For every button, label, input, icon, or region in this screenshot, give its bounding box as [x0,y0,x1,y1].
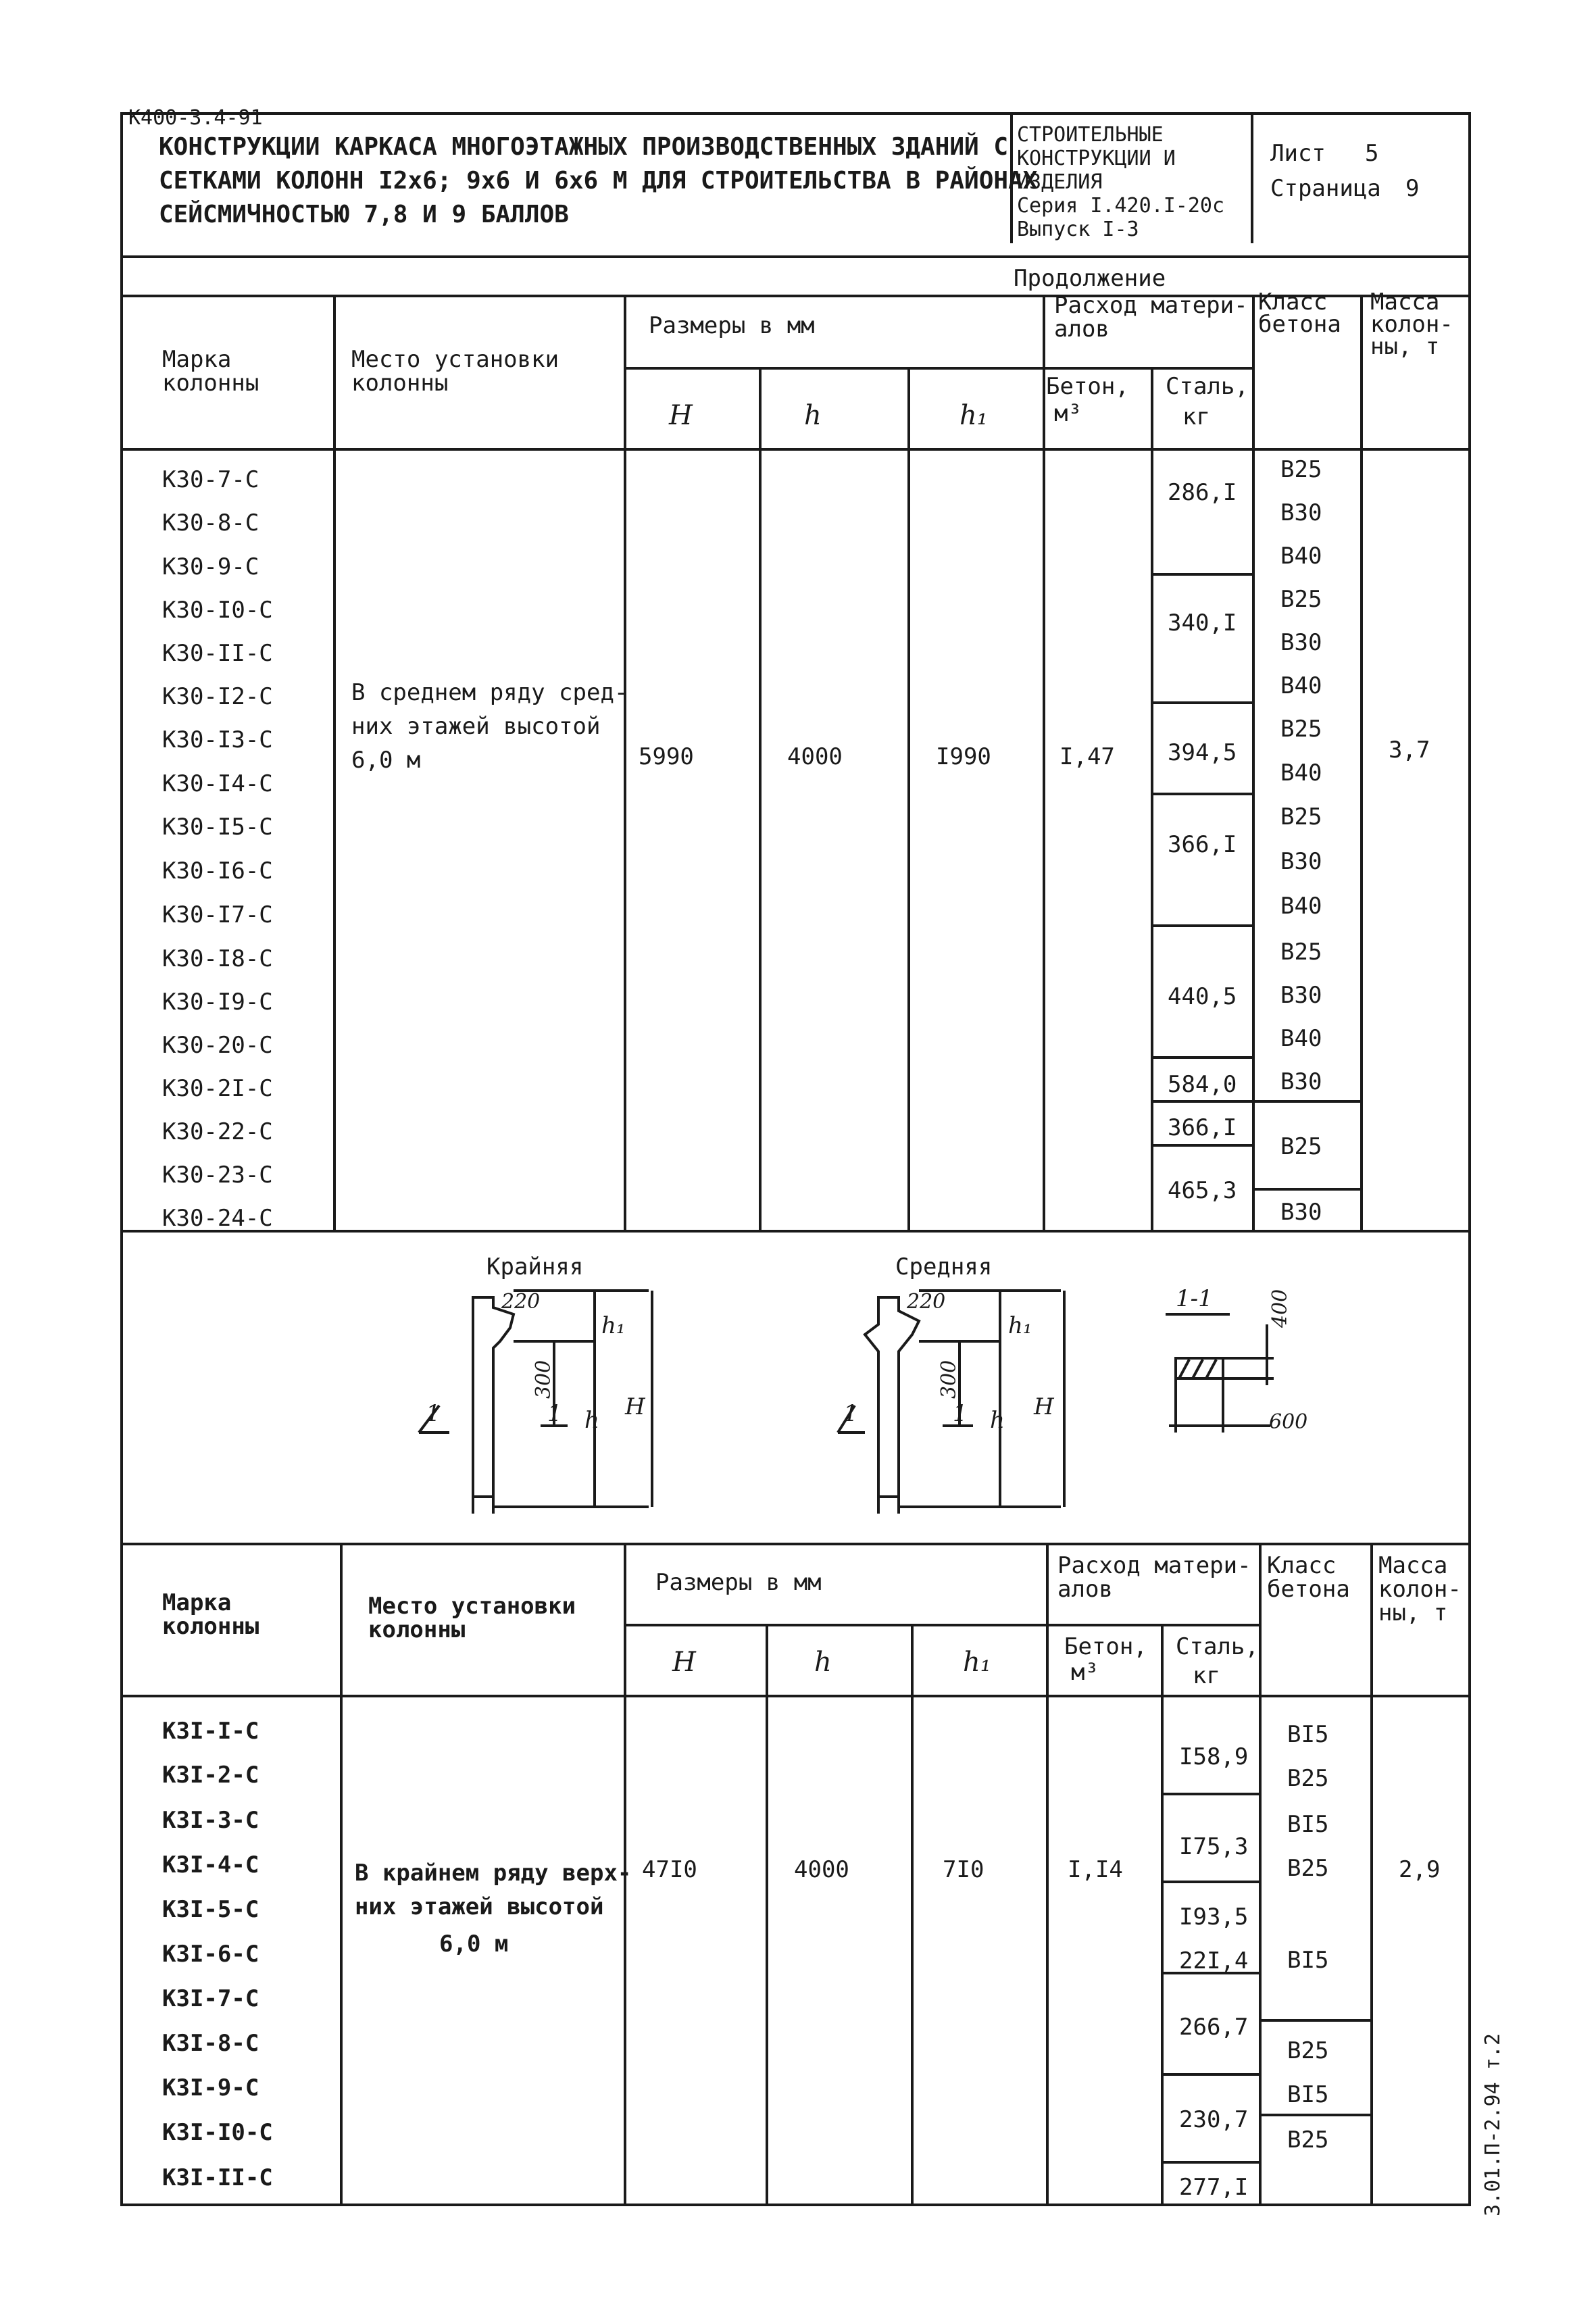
header-class-1: Класс [1258,289,1328,316]
table-row-mark: К3I-2-С [162,1762,259,1789]
steel-value: I75,3 [1179,1833,1249,1860]
table-row-mark: К30-23-С [162,1162,273,1189]
class-value: В25 [1280,1133,1322,1160]
section-dim-600: 600 [1269,1410,1308,1434]
edge-label-h1: h₁ [601,1312,626,1339]
table2-h1: 7I0 [943,1856,984,1883]
table-row-mark: К30-24-С [162,1205,273,1232]
class-value: В30 [1280,629,1322,656]
steel-value: 366,I [1168,831,1237,858]
class-value: В40 [1280,1025,1322,1052]
edge-column-title: Крайняя [487,1253,584,1280]
series-line-4: Серия I.420.I-20с [1017,194,1225,218]
header-materials-1: Расход матери- [1054,292,1248,319]
class-value: ВI5 [1287,1721,1329,1748]
table-row-mark: К3I-7-С [162,1985,259,2012]
class-value: В25 [1280,803,1322,830]
steel-value: 230,7 [1179,2106,1249,2133]
class-value: В30 [1280,1199,1322,1226]
header-mark-2: колонны [162,1613,259,1640]
steel-value: 366,I [1168,1114,1237,1141]
middle-label-h1: h₁ [1008,1312,1032,1339]
middle-dim-220: 220 [907,1290,946,1314]
steel-value: 584,0 [1168,1071,1237,1098]
class-value: В25 [1287,2126,1329,2154]
header-mark-1: Марка [162,346,232,373]
table1-concrete: I,47 [1059,743,1115,770]
table-row-mark: К3I-9-С [162,2074,259,2101]
class-value: В25 [1287,1855,1329,1882]
table2-place-3: 6,0 м [439,1931,509,1958]
header-mass-2: колон- [1370,311,1453,338]
continuation-label: Продолжение [1014,265,1166,292]
class-value: В30 [1280,499,1322,526]
table-row-mark: К30-I0-С [162,597,273,624]
header-steel-2: кг [1182,403,1210,430]
header-H: Н [672,1647,696,1678]
page-value: 9 [1405,175,1420,202]
header-materials-2: алов [1057,1576,1113,1603]
series-line-2: КОНСТРУКЦИИ И [1017,147,1176,170]
table2-place-1: В крайнем ряду верх- [355,1860,632,1887]
class-value: В30 [1280,848,1322,875]
table1-place-1: В среднем ряду сред- [351,679,628,706]
header-class-1: Класс [1267,1552,1337,1579]
steel-value: 440,5 [1168,983,1237,1010]
steel-value: 465,3 [1168,1177,1237,1204]
page-frame [122,114,1470,2205]
table-row-mark: К30-9-С [162,553,259,580]
section-dim-400: 400 [1268,1289,1292,1328]
table2-h: 4000 [794,1856,849,1883]
class-value: В25 [1287,1765,1329,1792]
side-stamp: 3.01.П-2.94 т.2 [1481,2033,1505,2216]
table-row-mark: К3I-8-С [162,2030,259,2057]
table-row-mark: К30-I9-С [162,989,273,1016]
table-row-mark: К30-22-С [162,1118,273,1145]
table2-place-2: них этажей высотой [355,1893,604,1920]
table-row-mark: К30-II-С [162,640,273,667]
table-row-mark: К30-I2-С [162,683,273,710]
header-concrete-2: м³ [1071,1659,1099,1686]
middle-dim-300: 300 [937,1360,961,1399]
header-concrete-1: Бетон, [1046,373,1129,400]
header-materials-1: Расход матери- [1057,1552,1251,1579]
table1-H: 5990 [639,743,694,770]
header-h1: h₁ [959,400,988,431]
series-line-1: СТРОИТЕЛЬНЫЕ [1017,123,1164,147]
table1-place-2: них этажей высотой [351,713,601,740]
sheet-label: Лист [1270,140,1326,167]
series-line-5: Выпуск I-3 [1017,218,1139,241]
table-row-mark: К30-2I-С [162,1075,273,1102]
header-place-2: колонны [351,370,449,397]
edge-dim-220: 220 [501,1290,541,1314]
steel-value: 266,7 [1179,2014,1249,2041]
class-value: ВI5 [1287,1947,1329,1974]
section-title: 1-1 [1176,1285,1213,1312]
class-value: В30 [1280,1068,1322,1095]
edge-cut-label: 1 [426,1400,441,1427]
header-steel-1: Сталь, [1176,1633,1259,1660]
middle-cut-label-2: 1 [953,1400,968,1427]
class-value: В40 [1280,893,1322,920]
header-mark-2: колонны [162,370,259,397]
title-line-3: СЕЙСМИЧНОСТЬЮ 7,8 И 9 БАЛЛОВ [159,201,569,228]
table1-h: 4000 [787,743,843,770]
header-h1: h₁ [963,1647,991,1678]
sheet-value: 5 [1365,140,1379,167]
table1-h1: I990 [936,743,991,770]
header-H: Н [669,400,693,431]
header-class-2: бетона [1267,1576,1350,1603]
edge-label-H: Н [625,1393,645,1420]
table-row-mark: К30-I5-С [162,814,273,841]
table2-mass: 2,9 [1399,1856,1441,1883]
header-h: h [814,1647,832,1678]
header-mass-1: Масса [1378,1552,1448,1579]
table2-H: 47I0 [642,1856,697,1883]
page-label: Страница [1270,175,1381,202]
table-row-mark: К30-8-С [162,509,259,537]
table1-mass: 3,7 [1389,737,1430,764]
table-row-mark: К30-7-С [162,466,259,493]
class-value: В40 [1280,760,1322,787]
middle-label-h: h [990,1407,1005,1434]
header-h: h [804,400,822,431]
steel-value: 340,I [1168,609,1237,637]
header-mass-3: ны, т [1378,1599,1448,1626]
table1-place-3: 6,0 м [351,747,421,774]
header-mass-1: Масса [1370,289,1440,316]
header-place-2: колонны [368,1616,466,1643]
header-steel-1: Сталь, [1166,373,1249,400]
document-code: К400-3.4-91 [128,106,263,130]
title-line-2: СЕТКАМИ КОЛОНН I2x6; 9x6 И 6x6 М ДЛЯ СТРОИТЕЛЬСТВА В РАЙОНАХ [159,167,1038,195]
class-value: ВI5 [1287,1811,1329,1838]
steel-value: 277,I [1179,2174,1249,2201]
header-place-1: Место установки [351,346,559,373]
header-sizes: Размеры в мм [655,1569,822,1596]
edge-label-h: h [584,1407,599,1434]
class-value: В30 [1280,982,1322,1009]
table-row-mark: К30-I6-С [162,857,273,885]
steel-value: I58,9 [1179,1743,1249,1770]
header-mass-2: колон- [1378,1576,1462,1603]
class-value: В25 [1287,2037,1329,2064]
table-row-mark: К30-I7-С [162,901,273,928]
edge-dim-300: 300 [532,1360,555,1399]
table2-concrete: I,I4 [1068,1856,1123,1883]
class-value: В25 [1280,939,1322,966]
class-value: В25 [1280,456,1322,483]
header-materials-2: алов [1054,316,1109,343]
table-row-mark: К3I-6-С [162,1941,259,1968]
table-row-mark: К30-I8-С [162,945,273,972]
middle-label-H: Н [1034,1393,1054,1420]
table-row-mark: К3I-I-С [162,1718,259,1745]
header-place-1: Место установки [368,1593,576,1620]
class-value: В40 [1280,672,1322,699]
section-drawing [1166,1314,1274,1433]
edge-cut-label-2: 1 [547,1400,562,1427]
steel-value: 286,I [1168,479,1237,506]
header-concrete-2: м³ [1054,400,1082,427]
header-sizes: Размеры в мм [649,312,815,339]
series-line-3: ИЗДЕЛИЯ [1017,170,1103,194]
table-row-mark: К30-I4-С [162,770,273,797]
middle-cut-label: 1 [843,1400,858,1427]
header-mass-3: ны, т [1370,333,1440,360]
header-concrete-1: Бетон, [1064,1633,1147,1660]
header-steel-2: кг [1193,1662,1220,1689]
table-row-mark: К3I-I0-С [162,2119,273,2146]
header-mark-1: Марка [162,1589,232,1616]
class-value: В40 [1280,543,1322,570]
table-row-mark: К30-I3-С [162,726,273,753]
table-row-mark: К3I-4-С [162,1851,259,1878]
steel-value: 22I,4 [1179,1947,1249,1974]
table-row-mark: К3I-II-С [162,2164,273,2191]
class-value: В25 [1280,716,1322,743]
table-row-mark: К30-20-С [162,1032,273,1059]
title-line-1: КОНСТРУКЦИИ КАРКАСА МНОГОЭТАЖНЫХ ПРОИЗВОДСТВЕННЫХ ЗДАНИЙ С [159,133,1009,161]
table-row-mark: К3I-3-С [162,1807,259,1834]
header-class-2: бетона [1258,311,1341,338]
class-value: ВI5 [1287,2081,1329,2108]
table-row-mark: К3I-5-С [162,1896,259,1923]
steel-value: 394,5 [1168,739,1237,766]
steel-value: I93,5 [1179,1903,1249,1931]
class-value: В25 [1280,586,1322,613]
middle-column-title: Средняя [895,1253,993,1280]
